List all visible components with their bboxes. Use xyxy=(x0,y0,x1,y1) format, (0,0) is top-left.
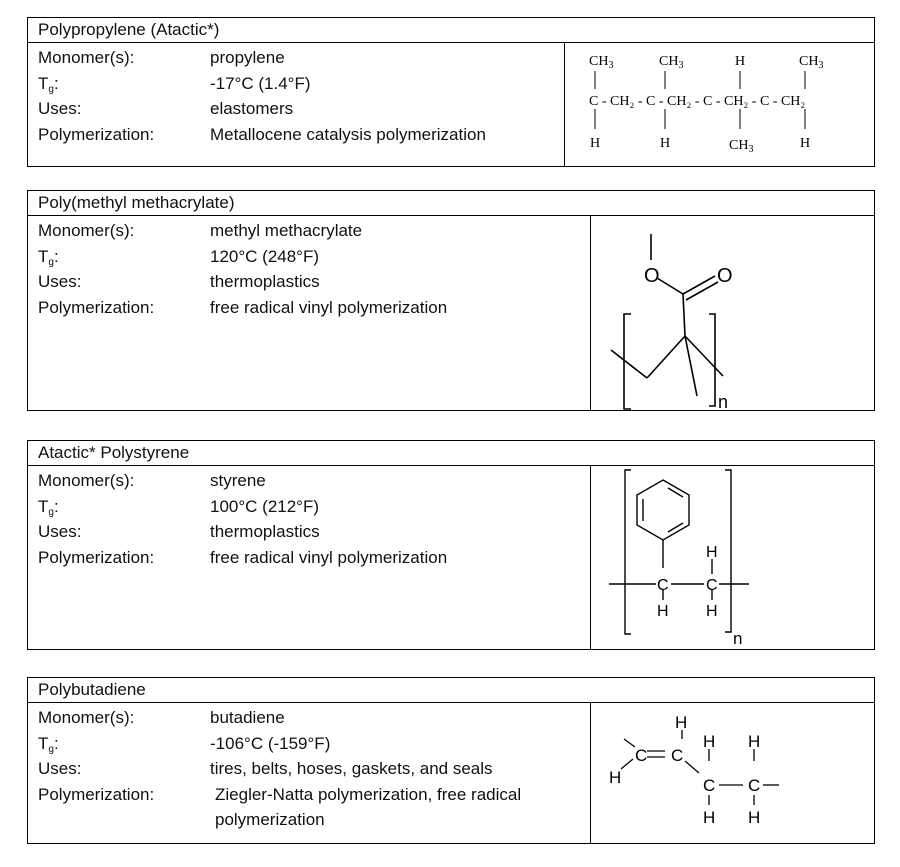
substituent-top-4: $CH_3$ xyxy=(799,54,824,71)
polymer-card-polybutadiene xyxy=(27,677,875,844)
uses-value: thermoplastics xyxy=(210,522,320,541)
structure-diagram-polystyrene xyxy=(590,466,874,649)
property-list xyxy=(28,466,588,649)
card-title: Polypropylene (Atactic*) xyxy=(28,18,874,43)
hydrogen-top: H xyxy=(706,544,718,561)
structure-diagram-pmma xyxy=(590,216,874,410)
polymerization-value: Metallocene catalysis polymerization xyxy=(210,124,486,144)
monomer-value: methyl methacrylate xyxy=(210,221,363,240)
substituent-bottom-1: H xyxy=(590,136,601,151)
monomer-label: Monomer(s): xyxy=(38,471,135,490)
ester-oxygen: O xyxy=(644,265,660,287)
backbone-carbon-1: C xyxy=(657,577,669,594)
carbon-3: C xyxy=(703,776,716,795)
tg-value: 100°C (212°F) xyxy=(210,496,320,516)
tg-value: 120°C (248°F) xyxy=(210,246,320,266)
card-title: Polybutadiene xyxy=(28,678,874,703)
polymerization-value: free radical vinyl polymerization xyxy=(210,547,448,567)
polymerization-value: Ziegler-Natta polymerization, free radical polymerization xyxy=(215,784,522,829)
uses-value: tires, belts, hoses, gaskets, and seals xyxy=(210,759,493,778)
card-title: Atactic* Polystyrene xyxy=(28,441,874,466)
substituent-bottom-3: $CH_3$ xyxy=(729,138,754,155)
tg-value: -17°C (1.4°F) xyxy=(210,73,311,93)
hydrogen-c3-top: H xyxy=(703,732,716,751)
substituent-top-2: $CH_3$ xyxy=(659,54,684,71)
polymerization-label: Polymerization: xyxy=(38,124,155,144)
monomer-value: propylene xyxy=(210,48,285,67)
card-title: Poly(methyl methacrylate) xyxy=(28,191,874,216)
substituent-top-1: $CH_3$ xyxy=(589,54,614,71)
main-chain: C - CH₂ - C - CH₂ - C - CH₂ - C - CH₂ xyxy=(589,94,806,109)
structure-diagram-polypropylene xyxy=(564,43,874,166)
hydrogen-bottom-2: H xyxy=(706,603,718,620)
tg-value: -106°C (-159°F) xyxy=(210,733,331,753)
carbon-2: C xyxy=(671,746,684,765)
property-list xyxy=(28,43,588,166)
uses-label: Uses: xyxy=(38,522,82,541)
property-list xyxy=(28,216,588,410)
hydrogen-c3-bottom: H xyxy=(703,808,716,827)
polymer-card-pmma xyxy=(27,190,875,411)
repeat-n: n xyxy=(733,629,743,648)
polymer-card-polypropylene xyxy=(27,17,875,167)
tg-label: $T_g$: xyxy=(38,73,59,95)
hydrogen-c4-top: H xyxy=(748,732,761,751)
hydrogen-bottom-1: H xyxy=(657,603,669,620)
polymerization-label: Polymerization: xyxy=(38,547,155,567)
structure-diagram-polybutadiene xyxy=(590,703,874,843)
carbonyl-oxygen: O xyxy=(717,265,733,287)
carbon-4: C xyxy=(748,776,761,795)
tg-label: $T_g$: xyxy=(38,496,59,518)
substituent-bottom-2: H xyxy=(660,136,671,151)
polymerization-label: Polymerization: xyxy=(38,297,155,317)
uses-label: Uses: xyxy=(38,759,82,778)
tg-label: $T_g$: xyxy=(38,246,59,268)
uses-value: thermoplastics xyxy=(210,272,320,291)
polymerization-label: Polymerization: xyxy=(38,784,155,804)
repeat-n: n xyxy=(718,392,729,410)
substituent-top-3: H xyxy=(735,54,746,69)
monomer-value: butadiene xyxy=(210,708,285,727)
hydrogen-c2: H xyxy=(675,713,688,732)
polymerization-value: free radical vinyl polymerization xyxy=(210,297,448,317)
uses-value: elastomers xyxy=(210,99,294,118)
backbone-carbon-2: C xyxy=(706,577,718,594)
monomer-label: Monomer(s): xyxy=(38,48,135,67)
carbon-1: C xyxy=(635,746,648,765)
monomer-label: Monomer(s): xyxy=(38,708,135,727)
tg-label: $T_g$: xyxy=(38,733,59,755)
hydrogen-c4-bottom: H xyxy=(748,808,761,827)
substituent-bottom-4: H xyxy=(800,136,811,151)
monomer-label: Monomer(s): xyxy=(38,221,135,240)
uses-label: Uses: xyxy=(38,99,82,118)
uses-label: Uses: xyxy=(38,272,82,291)
monomer-value: styrene xyxy=(210,471,266,490)
polymer-card-polystyrene xyxy=(27,440,875,650)
hydrogen-c1: H xyxy=(609,768,622,787)
property-list xyxy=(28,703,588,843)
